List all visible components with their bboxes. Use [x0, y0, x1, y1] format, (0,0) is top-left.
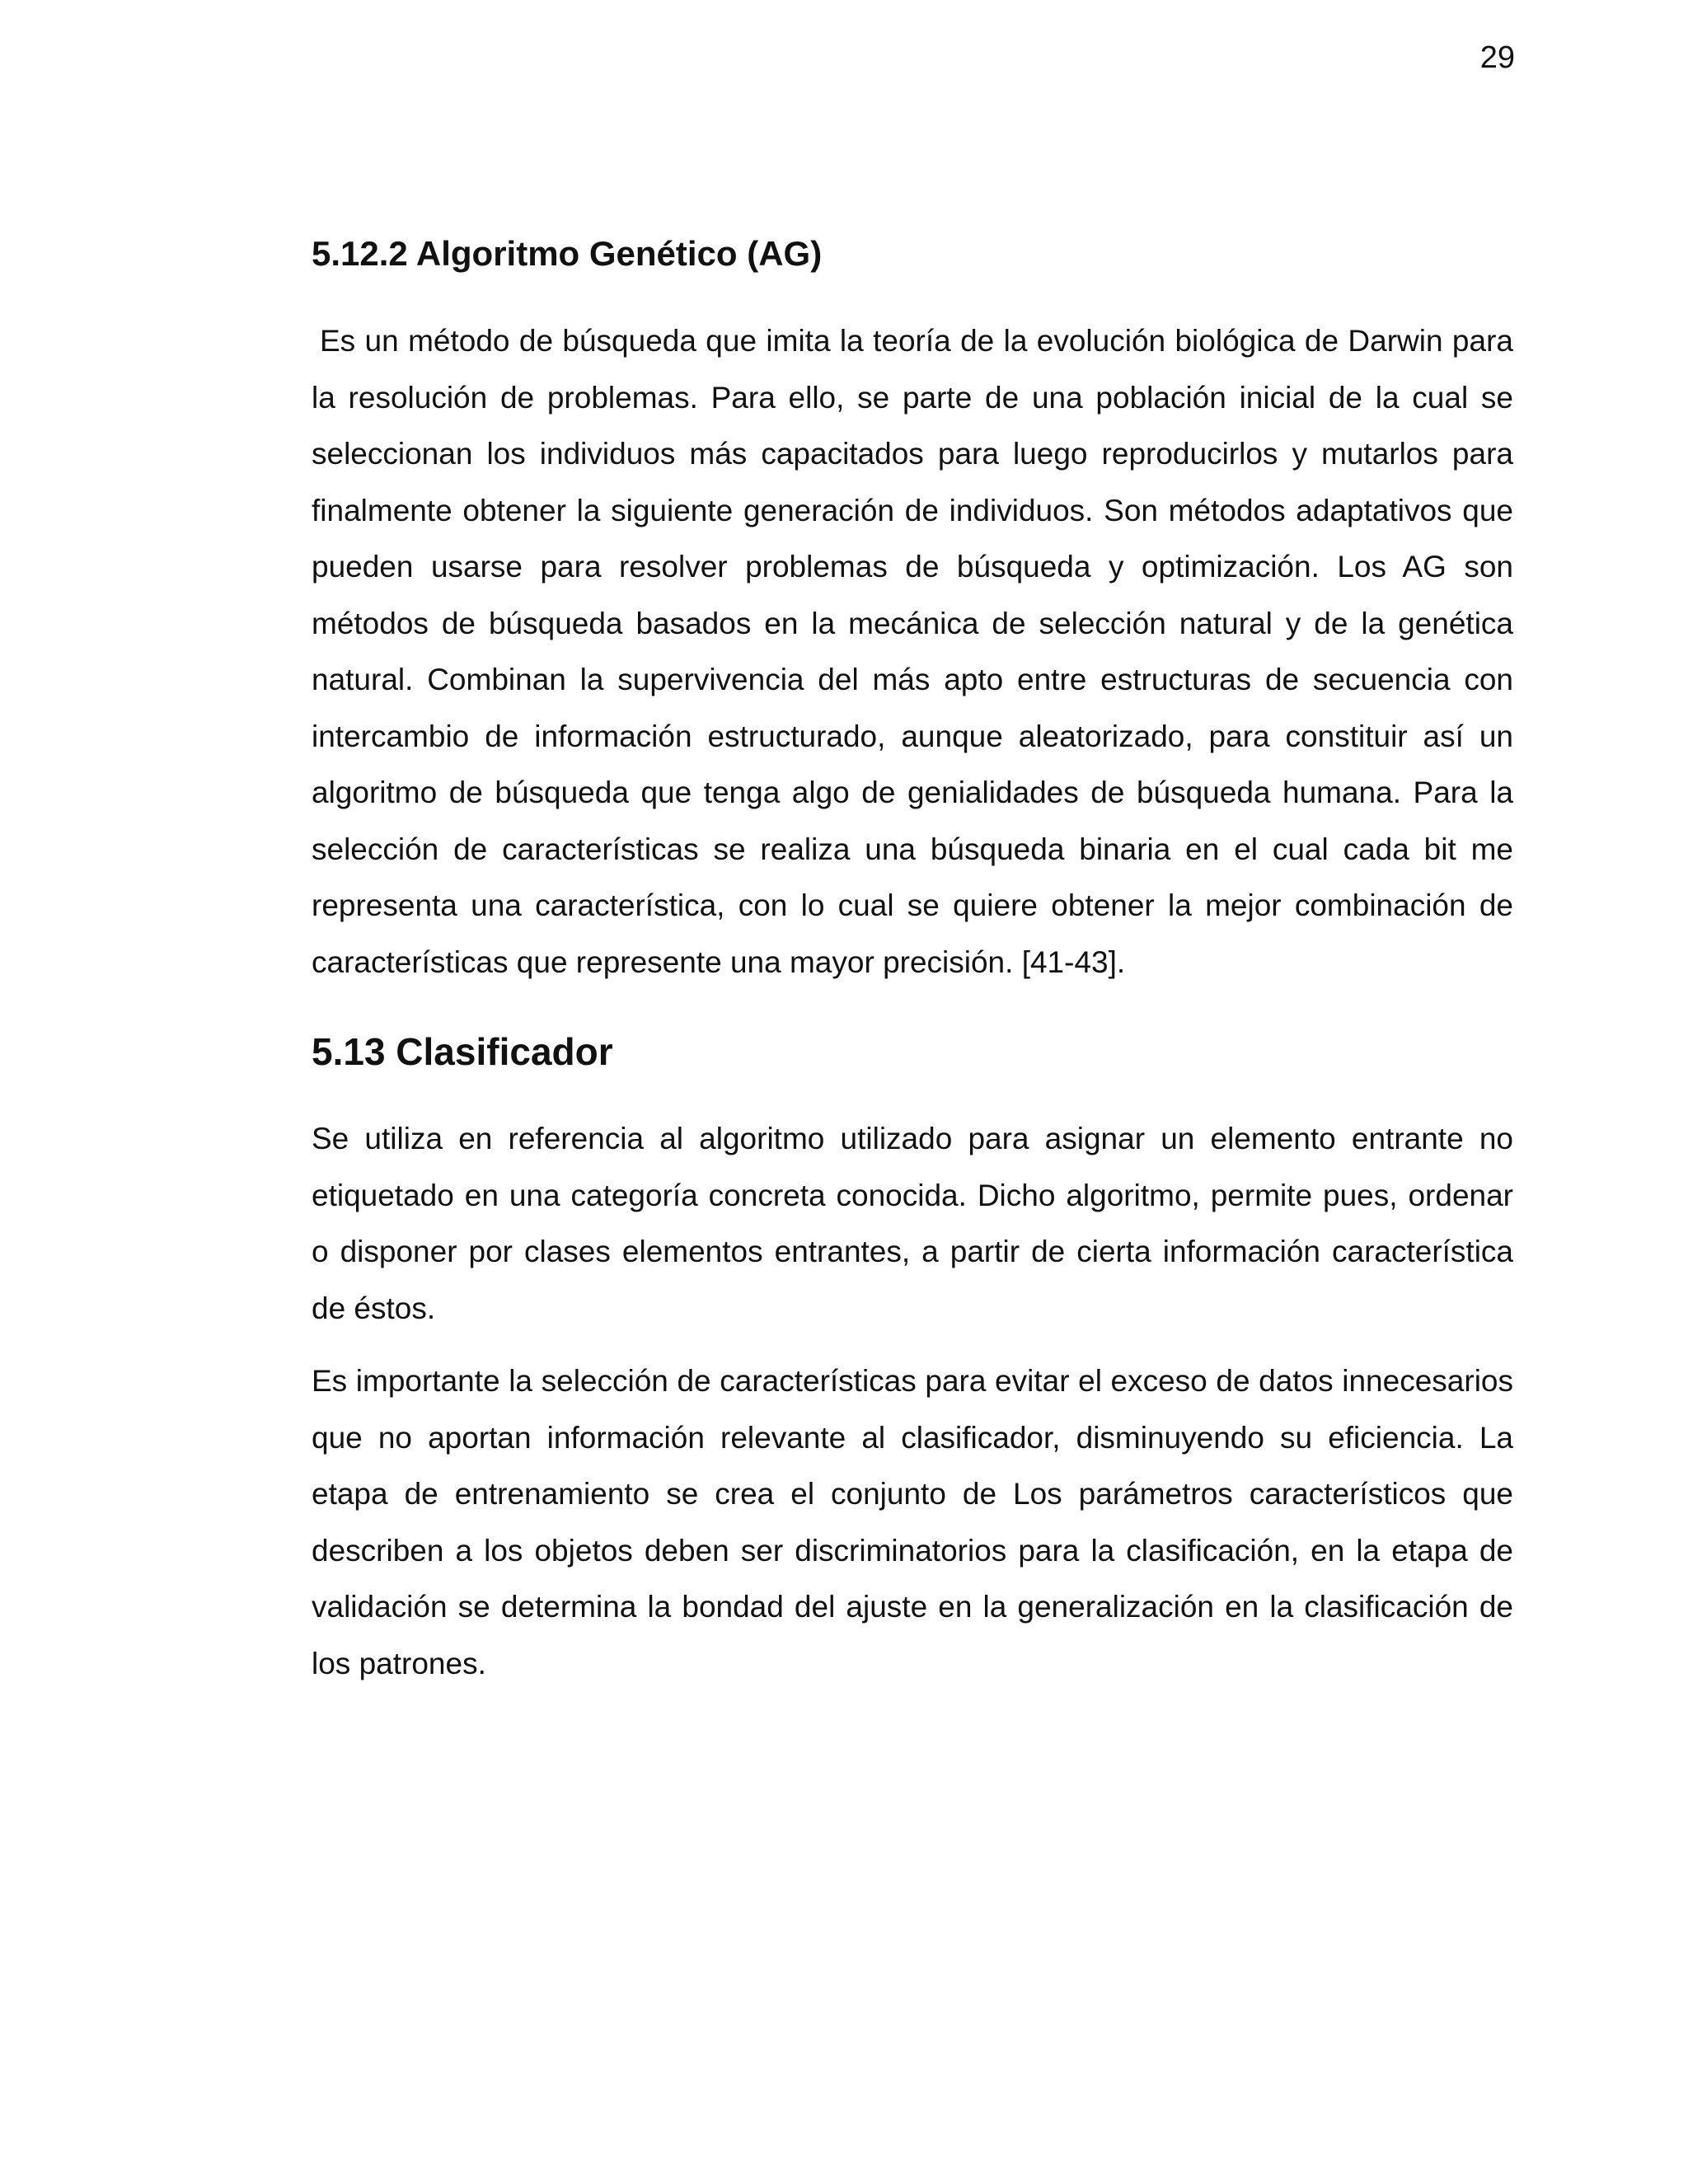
paragraph-clasificador-definition: Se utiliza en referencia al algoritmo utilizado para asignar un elemento entrante no etiquetado en una categoría concreta conocida. Dicho algoritmo, permite pues, ordenar o disponer por clases elementos entrantes, a partir de cierta información característica de éstos. [312, 1122, 1513, 1325]
section-heading-clasificador: 5.13 Clasificador [312, 1030, 613, 1073]
paragraph-clasificador-features: Es importante la selección de características para evitar el exceso de datos innecesarios que no aportan información relevante al clasificador, disminuyendo su eficiencia. La etapa de entrenamiento se crea el conjunto de Los parámetros característicos que describen a los objetos deben ser discriminatorios para la clasificación, en la etapa de validación se determina la bondad del ajuste en la generalización en la clasificación de los patrones. [312, 1364, 1513, 1680]
page-content [312, 231, 1513, 1692]
page-number: 29 [1479, 40, 1515, 75]
section-heading-algoritmo-genetico: 5.12.2 Algoritmo Genético (AG) [312, 234, 823, 273]
paragraph-algoritmo-genetico: Es un método de búsqueda que imita la teoría de la evolución biológica de Darwin para la resolución de problemas. Para ello, se parte de una población inicial de la cual se seleccionan los individuos más capacitados para luego reproducirlos y mutarlos para finalmente obtener la siguiente generación de individuos. Son métodos adaptativos que pueden usarse para resolver problemas de búsqueda y optimización. Los AG son métodos de búsqueda basados en la mecánica de selección natural y de la genética natural. Combinan la supervivencia del más apto entre estructuras de secuencia con intercambio de información estructurado, aunque aleatorizado, para constituir así un algoritmo de búsqueda que tenga algo de genialidades de búsqueda humana. Para la selección de características se realiza una búsqueda binaria en el cual cada bit me representa una característica, con lo cual se quiere obtener la mejor combinación de características que represente una mayor precisión. [41-43]. [312, 324, 1513, 979]
